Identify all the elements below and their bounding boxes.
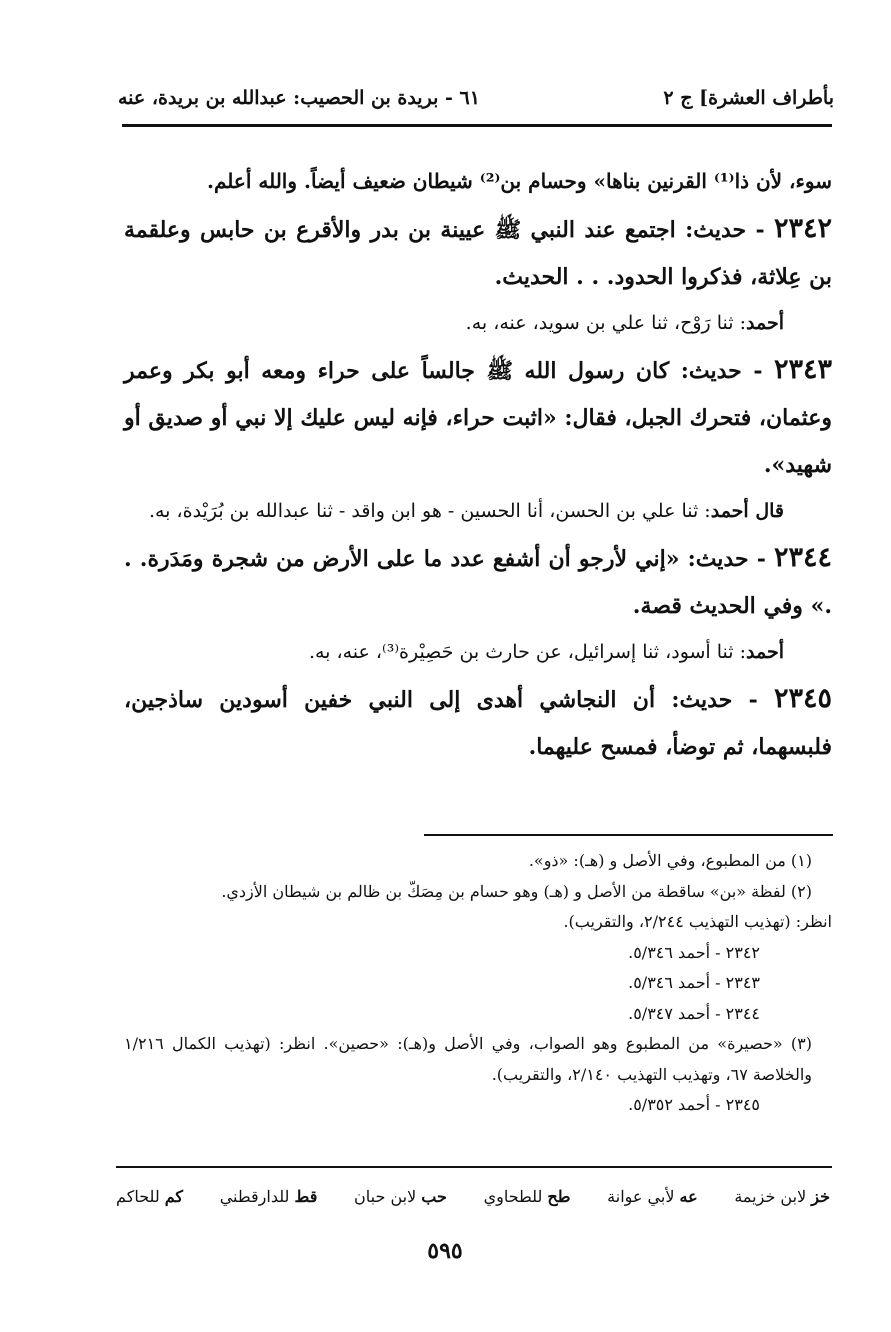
isnad-chain: : ثنا أسود، ثنا إسرائيل، عن حارث بن حَصِيْرة⁽³⁾، عنه، به. [308,641,747,663]
abbreviation-item: خز لابن خزيمة [734,1186,830,1206]
source-ref-2342: ٢٣٤٢ - أحمد ٥/٣٤٦. [628,942,760,962]
isnad-chain: : ثنا علي بن الحسن، أنا الحسين - هو ابن واقد - ثنا عبدالله بن بُرَيْدة، به. [148,500,711,522]
isnad-chain: : ثنا رَوْح، ثنا علي بن سويد، عنه، به. [465,312,747,334]
footnote-2-reference: انظر: (تهذيب التهذيب ٢/٢٤٤، والتقريب). [563,912,832,931]
isnad-2344 [124,630,832,675]
abbreviations-divider [116,1166,832,1168]
hadith-2344 [124,534,832,630]
hadith-2342 [124,205,832,301]
source-ref-2344: ٢٣٤٤ - أحمد ٥/٣٤٧. [628,1003,760,1023]
hadith-2345 [124,675,832,771]
page-number: ٥٩٥ [427,1238,463,1264]
hadith-number: ٢٣٤٤ [773,542,832,573]
footnote-1: (١) من المطبوع، وفي الأصل و (هـ): «ذو». [528,851,812,870]
isnad-source: قال أحمد [710,500,784,522]
header-divider [122,124,832,127]
hadith-text: - حديث: كان رسول الله ﷺ جالساً على حراء ومعه أبو بكر وعمر وعثمان، فتحرك الجبل، فقال: «اثبت حراء، فإنه ليس عليك إلا نبي أو صديق أو شهيد». [124,358,832,478]
abbreviation-item: قط للدارقطني [219,1186,318,1206]
abbreviation-item: حب لابن حبان [354,1186,447,1206]
header-chapter-title: ٦١ - بريدة بن الحصيب: عبدالله بن بريدة، عنه [118,87,480,109]
header-book-title: بأطراف العشرة] ج ٢ [663,87,834,109]
isnad-2342 [124,301,832,346]
hadith-text: - حديث: أن النجاشي أهدى إلى النبي خفين أسودين ساذجين، فلبسهما، ثم توضأ، فمسح عليهما. [124,687,832,760]
abbreviations-key [116,1180,830,1212]
isnad-2343 [124,489,832,534]
isnad-source: أحمد [746,641,784,663]
isnad-source: أحمد [746,312,784,334]
footnote-2: (٢) لفظة «بن» ساقطة من الأصل و (هـ) وهو حسام بن مِصَكّ بن ظالم بن شيطان الأزدي. [221,881,812,901]
hadith-text: - حديث: «إني لأرجو أن أشفع عدد ما على الأرض من شجرة ومَدَرة. . .» وفي الحديث قصة. [124,546,832,619]
hadith-number: ٢٣٤٢ [773,213,832,244]
hadith-number: ٢٣٤٣ [773,354,832,385]
hadith-number: ٢٣٤٥ [773,683,832,714]
hadith-text: - حديث: اجتمع عند النبي ﷺ عيينة بن بدر والأقرع بن حابس وعلقمة بن عِلاثة، فذكروا الحدود. . . الحديث. [124,217,832,290]
main-text [124,158,832,771]
source-ref-2345: ٢٣٤٥ - أحمد ٥/٣٥٢. [628,1095,760,1114]
running-header [118,78,834,118]
source-ref-2343: ٢٣٤٣ - أحمد ٥/٣٤٦. [628,973,760,992]
footnotes [124,846,832,1121]
abbreviation-item: عه لأبي عوانة [607,1186,698,1206]
abbreviation-item: طح للطحاوي [483,1186,571,1206]
footnote-3: (٣) «حصيرة» من المطبوع وهو الصواب، وفي الأصل و(هـ): «حصين». انظر: (تهذيب الكمال ١/٢١٦ والخلاصة ٦٧، وتهذيب التهذيب ٢/١٤٠، والتقريب). [124,1034,812,1084]
abbreviation-item: كم للحاكم [116,1186,184,1206]
continuation-paragraph: سوء، لأن ذا⁽¹⁾ القرنين بناها» وحسام بن⁽²⁾ شيطان ضعيف أيضاً. والله أعلم. [207,169,832,193]
hadith-2343 [124,346,832,489]
footnote-divider [424,834,833,836]
